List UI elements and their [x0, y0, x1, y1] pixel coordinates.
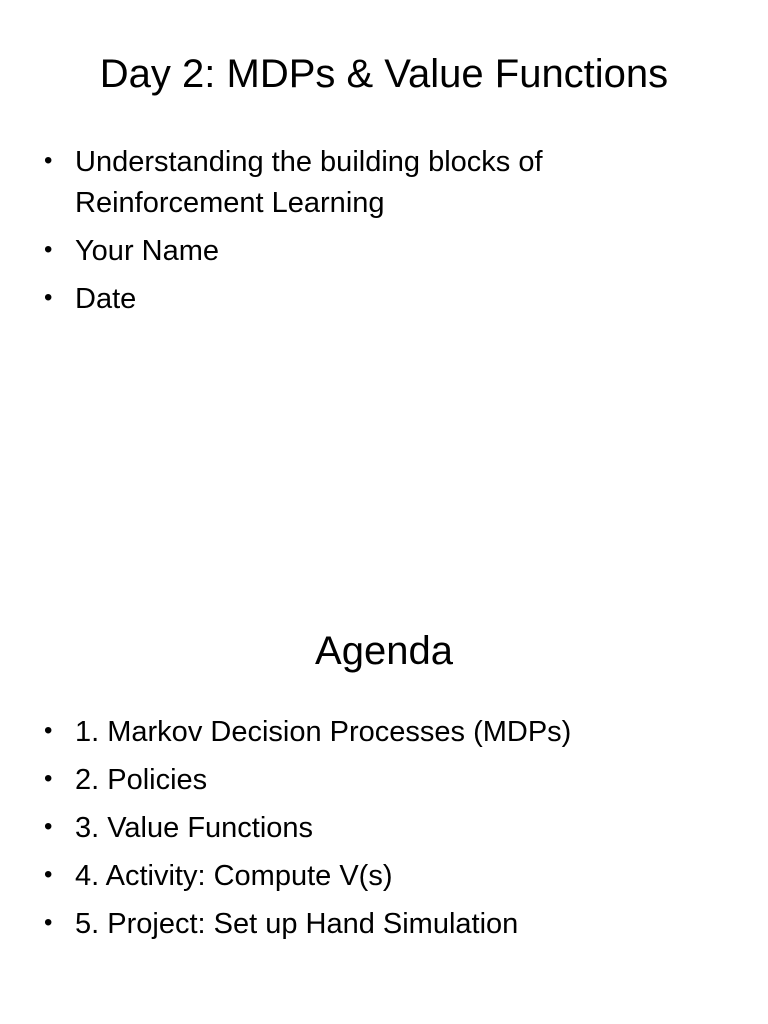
- bullet-text: 5. Project: Set up Hand Simulation: [75, 908, 519, 940]
- bullet-text: 3. Value Functions: [75, 812, 314, 844]
- bullet-icon: •: [44, 147, 53, 174]
- bullet-text: 1. Markov Decision Processes (MDPs): [75, 716, 572, 748]
- list-item: [44, 904, 664, 945]
- list-item: [44, 142, 664, 224]
- list-item: [44, 856, 664, 897]
- bullet-icon: •: [44, 909, 53, 936]
- bullet-text: Your Name: [75, 235, 220, 267]
- list-item: [44, 231, 664, 272]
- list-item: [44, 808, 664, 849]
- bullet-icon: •: [44, 765, 53, 792]
- bullet-icon: •: [44, 717, 53, 744]
- bullet-list: [44, 712, 664, 952]
- slide-agenda: [0, 512, 768, 1024]
- bullet-icon: •: [44, 813, 53, 840]
- bullet-text: 2. Policies: [75, 764, 208, 796]
- bullet-icon: •: [44, 284, 53, 311]
- bullet-list: [44, 142, 664, 327]
- slide-title: Day 2: MDPs & Value Functions: [99, 52, 669, 96]
- bullet-icon: •: [44, 236, 53, 263]
- list-item: [44, 760, 664, 801]
- list-item: [44, 279, 664, 320]
- bullet-text: Date: [75, 283, 137, 315]
- bullet-icon: •: [44, 861, 53, 888]
- list-item: [44, 712, 664, 753]
- bullet-text: Understanding the building blocks of Reinforcement Learning: [75, 146, 543, 219]
- bullet-text: 4. Activity: Compute V(s): [75, 860, 393, 892]
- slide-title: Agenda: [315, 629, 453, 673]
